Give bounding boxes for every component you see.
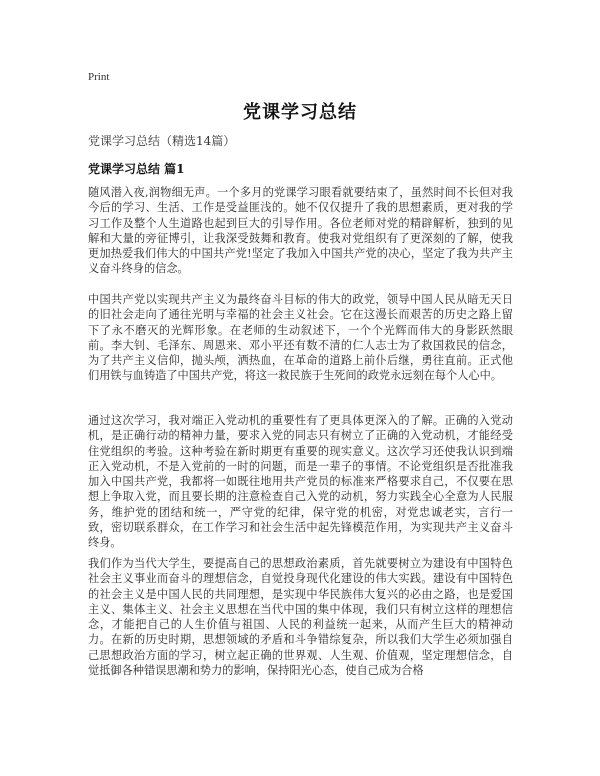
paragraph-3: 通过这次学习，我对端正入党动机的重要性有了更具体更深入的了解。正确的入党动机，是正确行动的精神力量，要求入党的同志只有树立了正确的入党动机，才能经受住党组织的考验。这种考验在新时期更有重要的现实意义。这次学习还使我认识到端正入党动机，不是入党前的一时的问题，而是一辈子的事情。不论党组织是否批准我加入中国共产党，我都将一如既往地用共产党员的标准来严格要求自己，不仅要在思想上争取入党，而且要长期的注意检查自己入党的动机，努力实践全心全意为人民服务，维护党的团结和统一，严守党的纪律，保守党的机密，对党忠诚老实，言行一致，密切联系群众，在工作学习和社会生活中起先锋模范作用，为实现共产主义奋斗终身。 [88,414,513,550]
paragraph-1: 随风潜入夜,润物细无声。一个多月的党课学习眼看就要结束了，虽然时间不长但对我今后的学习、生活、工作是受益匪浅的。她不仅仅提升了我的思想素质，更对我的学习工作及整个人生道路也起到巨大的引导作用。各位老师对党的精辟解析，独到的见解和大量的旁征博引，让我深受鼓舞和教育。使我对党组织有了更深刻的了解，使我更加热爱我们伟大的中国共产党!坚定了我加入中国共产党的决心，坚定了我为共产主义奋斗终身的信念。 [88,186,513,276]
document-title: 党课学习总结 [243,102,357,123]
paragraph-2: 中国共产党以实现共产主义为最终奋斗目标的伟大的政党，领导中国人民从暗无天日的旧社会走向了通往光明与幸福的社会主义社会。它在这漫长而艰苦的历史之路上留下了永不磨灭的光辉形象。在老师的生动叙述下，一个个光辉而伟大的身影跃然眼前。李大钊、毛泽东、周恩来、邓小平还有数不清的仁人志士为了救国救民的信念，为了共产主义信仰，抛头颅，洒热血，在革命的道路上前仆后继，勇往直前。正式他们用铁与血铸造了中国共产党，将这一救民族于生死间的政党永远刻在每个人心中。 [88,293,513,383]
print-label: Print [88,71,110,83]
section-heading: 党课学习总结 篇1 [88,162,185,176]
document-subtitle: 党课学习总结（精选14篇） [88,134,236,148]
paragraph-4: 我们作为当代大学生，要提高自己的思想政治素质，首先就要树立为建设有中国特色社会主义事业而奋斗的理想信念，自觉投身现代化建设的伟大实践。建设有中国特色的社会主义是中国人民的共同理想，是实现中华民族伟大复兴的必由之路，也是爱国主义、集体主义、社会主义思想在当代中国的集中体现，我们只有树立这样的理想信念，才能把自己的人生价值与祖国、人民的利益统一起来，从而产生巨大的精神动力。在新的历史时期，思想领域的矛盾和斗争错综复杂，所以我们大学生必须加强自己思想政治方面的学习，树立起正确的世界观、人生观、价值观，坚定理想信念，自觉抵御各种错误思潮和势力的影响，保持阳光心态，使自己成为合格 [88,557,513,678]
